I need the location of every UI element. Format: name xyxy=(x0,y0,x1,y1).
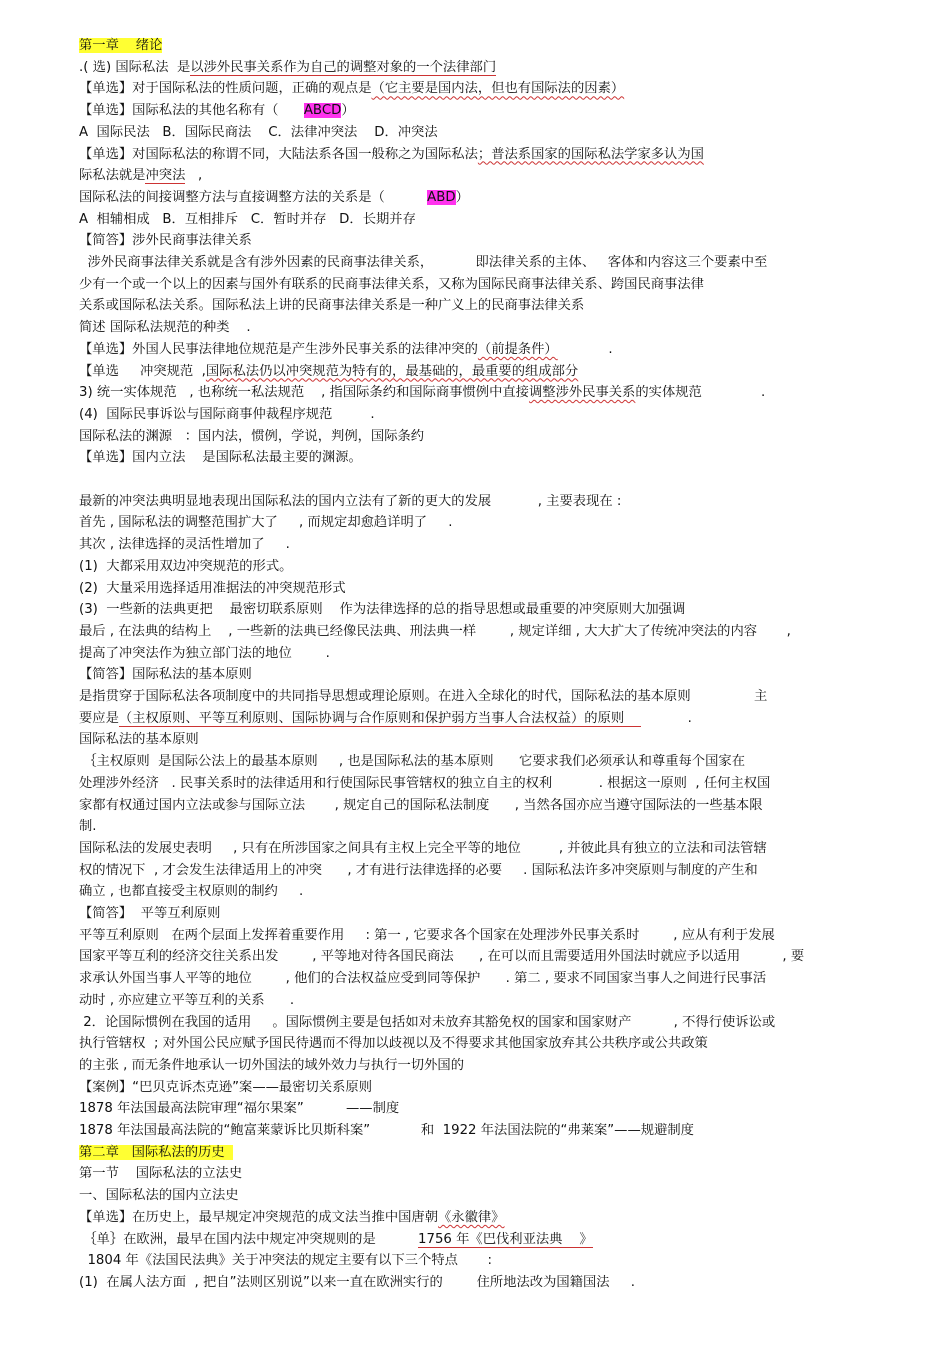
text-run: 最新的冲突法典明显地表现出国际私法的国内立法有了新的更大的发展 , 主要表现在 : xyxy=(79,493,622,509)
text-run: 制. xyxy=(79,819,97,835)
text-line xyxy=(79,600,879,620)
text-run: 2．论国际惯例在我国的适用 。国际惯例主要是包括如对未放弃其豁免权的国家和国家财产 , 不得行使诉讼或 xyxy=(79,1014,776,1030)
text-line xyxy=(79,1273,879,1293)
text-line xyxy=(79,926,879,946)
text-run: 家都有权通过国内立法或参与国际立法 , 规定自己的国际私法制度 , 当然各国亦应当遵守国际法的一些基本限 xyxy=(79,797,763,813)
text-run: ） xyxy=(455,189,469,205)
marked-text: （前提条件） xyxy=(477,341,558,357)
text-run: 少有一个或一个以上的因素与国外有联系的民商事法律关系，又称为国际民商事法律关系、跨国民商事法律 xyxy=(79,276,704,292)
marked-text: 调整涉外民事关系 xyxy=(528,385,636,401)
text-run: 国际私法的渊源 ：国内法，惯例，学说，判例，国际条约 xyxy=(79,428,425,444)
text-run: 【简答】国际私法的基本原则 xyxy=(79,667,252,683)
text-run: 处理涉外经济 . 民事关系时的法律适用和行使国际民事管辖权的独立自主的权利 . 根据这一原则 , 任何主权国 xyxy=(79,775,771,791)
text-run: (1) 大都采用双边冲突规范的形式。 xyxy=(79,558,293,574)
text-run: 际私法就是 xyxy=(79,168,146,184)
text-run: .( 选) 国际私法 是 xyxy=(79,59,191,75)
text-run: 第一节 国际私法的立法史 xyxy=(79,1166,243,1182)
text-run: . xyxy=(557,341,613,357)
text-run: 其次 , 法律选择的灵活性增加了 . xyxy=(79,537,290,553)
text-line xyxy=(79,1230,879,1250)
text-line xyxy=(79,839,879,859)
text-line xyxy=(79,448,879,468)
marked-text: ABCD xyxy=(303,103,342,119)
text-line xyxy=(79,904,879,924)
text-line xyxy=(79,817,879,837)
text-run: 首先 , 国际私法的调整范围扩大了 , 而规定却愈趋详明了 . xyxy=(79,515,453,531)
text-run: 动时 , 亦应建立平等互利的关系 . xyxy=(79,992,295,1008)
text-line xyxy=(79,318,879,338)
text-line xyxy=(79,253,879,273)
text-run: 【单选】对于国际私法的性质问题，正确的观点是 xyxy=(79,81,372,97)
text-line xyxy=(79,101,879,121)
text-line xyxy=(79,709,879,729)
text-line xyxy=(79,1121,879,1141)
text-line xyxy=(79,36,879,56)
text-run: 是指贯穿于国际私法各项制度中的共同指导思想或理论原则。在进入全球化的时代，国际私法的基本原则 主 xyxy=(79,689,768,704)
text-line xyxy=(79,383,879,403)
text-line xyxy=(79,644,879,664)
text-run: 3) 统一实体规范 , 也称统一私法规范 , 指国际条约和国际商事惯例中直接 xyxy=(79,385,529,401)
text-run: 国家平等互利的经济交往关系出发 , 平等地对待各国民商法 , 在可以而且需要适用外国法时就应予以适用 , 要 xyxy=(79,949,805,965)
text-run: (2) 大量采用选择适用准据法的冲突规范形式 xyxy=(79,580,346,596)
text-line xyxy=(79,470,879,490)
text-line xyxy=(79,969,879,989)
text-run: 最后 , 在法典的结构上 , 一些新的法典已经像民法典、刑法典一样 , 规定详细 , 大大扩大了传统冲突法的内容 , xyxy=(79,623,791,639)
text-run: 【单选 冲突规范 , xyxy=(79,363,206,379)
text-line xyxy=(79,991,879,1011)
text-line xyxy=(79,535,879,555)
text-run: 国际私法的发展史表明 , 只有在所涉国家之间具有主权上完全平等的地位 , 并彼此具有独立的立法和司法管辖 xyxy=(79,840,767,856)
text-line xyxy=(79,665,879,685)
marked-text: 《永徽律》 xyxy=(438,1209,505,1225)
text-run: ｛单｝在欧洲，最早在国内法中规定冲突规则的是 xyxy=(79,1231,419,1247)
text-run: 要应是 xyxy=(79,710,119,726)
marked-text: （主权原则、平等互利原则、国际协调与合作原则和保护弱方当事人合法权益）的原则 xyxy=(118,710,642,726)
text-run: 的实体规范 . xyxy=(635,385,766,401)
text-run: ） xyxy=(341,103,355,119)
text-line xyxy=(79,405,879,425)
text-line xyxy=(79,796,879,816)
text-run: 的主张 , 而无条件地承认一切外国法的域外效力与执行一切外国的 xyxy=(79,1057,464,1073)
text-run: 【单选】外国人民事法律地位规范是产生涉外民事关系的法律冲突的 xyxy=(79,341,478,357)
marked-text: 第二章 国际私法的历史 xyxy=(79,1144,234,1160)
text-run: A 国际民法 B．国际民商法 C．法律冲突法 D．冲突法 xyxy=(79,124,438,140)
text-run: (4) 国际民事诉讼与国际商事仲裁程序规范 . xyxy=(79,406,375,422)
text-line xyxy=(79,1034,879,1054)
marked-text: 冲突法 xyxy=(145,168,186,184)
text-line xyxy=(79,296,879,316)
text-run: 确立 , 也都直接受主权原则的制约 . xyxy=(79,884,304,900)
text-line xyxy=(79,1186,879,1206)
text-line xyxy=(79,861,879,881)
text-run: 【单选】国际私法的其他名称有（ xyxy=(79,103,304,119)
text-run: 关系或国际私法关系。国际私法上讲的民商事法律关系是一种广义上的民商事法律关系 xyxy=(79,298,585,314)
text-line xyxy=(79,188,879,208)
text-run: 求承认外国当事人平等的地位 , 他们的合法权益应受到同等保护 . 第二 , 要求不同国家当事人之间进行民事活 xyxy=(79,971,767,987)
text-line xyxy=(79,752,879,772)
text-run: 【单选】在历史上，最早规定冲突规范的成文法当推中国唐朝 xyxy=(79,1209,439,1225)
marked-text: 国际私法仍以冲突规范为特有的，最基础的，最重要的组成部分 xyxy=(205,363,579,379)
text-run: 简述 国际私法规范的种类 . xyxy=(79,320,251,336)
text-line xyxy=(79,557,879,577)
text-line xyxy=(79,1099,879,1119)
text-run: 国际私法的基本原则 xyxy=(79,732,199,748)
text-line xyxy=(79,123,879,143)
text-line xyxy=(79,210,879,230)
text-run: 【简答】 平等互利原则 xyxy=(79,906,221,921)
text-line xyxy=(79,1164,879,1184)
text-line xyxy=(79,275,879,295)
text-line xyxy=(79,362,879,382)
text-line xyxy=(79,79,879,99)
text-line xyxy=(79,166,879,186)
text-run: 1878 年法国最高法院的“鲍富莱蒙诉比贝斯科案” 和 1922 年法国法院的“弗莱案”——规避制度 xyxy=(79,1123,694,1138)
text-run: (3) 一些新的法典更把 最密切联系原则 作为法律选择的总的指导思想或最重要的冲突原则大加强调 xyxy=(79,602,686,618)
text-run: 【单选】国内立法 是国际私法最主要的渊源。 xyxy=(79,450,362,466)
text-run: 国际私法的间接调整方法与直接调整方法的关系是（ xyxy=(79,189,428,205)
text-run: 1804 年《法国民法典》关于冲突法的规定主要有以下三个特点 : xyxy=(79,1253,493,1269)
text-line xyxy=(79,882,879,902)
text-line xyxy=(79,774,879,794)
text-run: 权的情况下 , 才会发生法律适用上的冲突 , 才有进行法律选择的必要 . 国际私法许多冲突原则与制度的产生和 xyxy=(79,862,758,878)
text-line xyxy=(79,1208,879,1228)
text-line xyxy=(79,513,879,533)
text-line xyxy=(79,145,879,165)
text-line xyxy=(79,1078,879,1098)
text-run: 【案例】“巴贝克诉杰克逊”案——最密切关系原则 xyxy=(79,1079,373,1095)
text-run: A 相辅相成 B．互相排斥 C．暂时并存 D．长期并存 xyxy=(79,211,416,227)
text-line xyxy=(79,687,879,707)
marked-text: （它主要是国内法，但也有国际法的因素） xyxy=(371,81,625,97)
text-run: 【单选】对国际私法的称谓不同，大陆法系各国一般称之为国际私法 xyxy=(79,146,478,162)
text-run: 1878 年法国最高法院审理“福尔果案” ——制度 xyxy=(79,1101,400,1117)
text-line xyxy=(79,622,879,642)
marked-text: ABD xyxy=(427,189,456,205)
text-line xyxy=(79,1143,879,1163)
text-run: 平等互利原则 在两个层面上发挥着重要作用 : 第一 , 它要求各个国家在处理涉外民事关系时 , 应从有利于发展 xyxy=(79,927,775,943)
text-run: 涉外民商事法律关系就是含有涉外因素的民商事法律关系， 即法律关系的主体、 客体和内容这三个要素中至 xyxy=(79,255,768,270)
text-line xyxy=(79,1056,879,1076)
text-line xyxy=(79,340,879,360)
marked-text: 第一章 绪论 xyxy=(79,38,163,53)
text-line xyxy=(79,947,879,967)
text-run: (1) 在属人法方面 , 把自”法则区别说”以来一直在欧洲实行的 住所地法改为国籍国法 . xyxy=(79,1274,635,1290)
text-line xyxy=(79,427,879,447)
marked-text: 以涉外民事关系作为自己的调整对象的一个法律部门 xyxy=(190,59,497,75)
text-run: 【简答】涉外民商事法律关系 xyxy=(79,233,252,249)
text-line xyxy=(79,58,879,78)
text-run: 提高了冲突法作为独立部门法的地位 . xyxy=(79,645,330,661)
text-run: , xyxy=(185,168,203,184)
text-line xyxy=(79,492,879,512)
text-line xyxy=(79,730,879,750)
text-line xyxy=(79,1251,879,1271)
text-run: 执行管辖权 ; 对外国公民应赋予国民待遇而不得加以歧视以及不得要求其他国家放弃其公共秩序或公共政策 xyxy=(79,1036,708,1052)
marked-text: 1756 年《巴伐利亚法典 》 xyxy=(418,1231,593,1247)
text-run: . xyxy=(641,710,692,726)
text-run: 一、国际私法的国内立法史 xyxy=(79,1188,239,1204)
marked-text: ；普法系国家的国际私法学家多认为国 xyxy=(477,146,704,162)
text-line xyxy=(79,579,879,599)
text-run: ｛主权原则 是国际公法上的最基本原则 , 也是国际私法的基本原则 它要求我们必须承认和尊重每个国家在 xyxy=(79,754,745,770)
text-line xyxy=(79,231,879,251)
text-line xyxy=(79,1013,879,1033)
